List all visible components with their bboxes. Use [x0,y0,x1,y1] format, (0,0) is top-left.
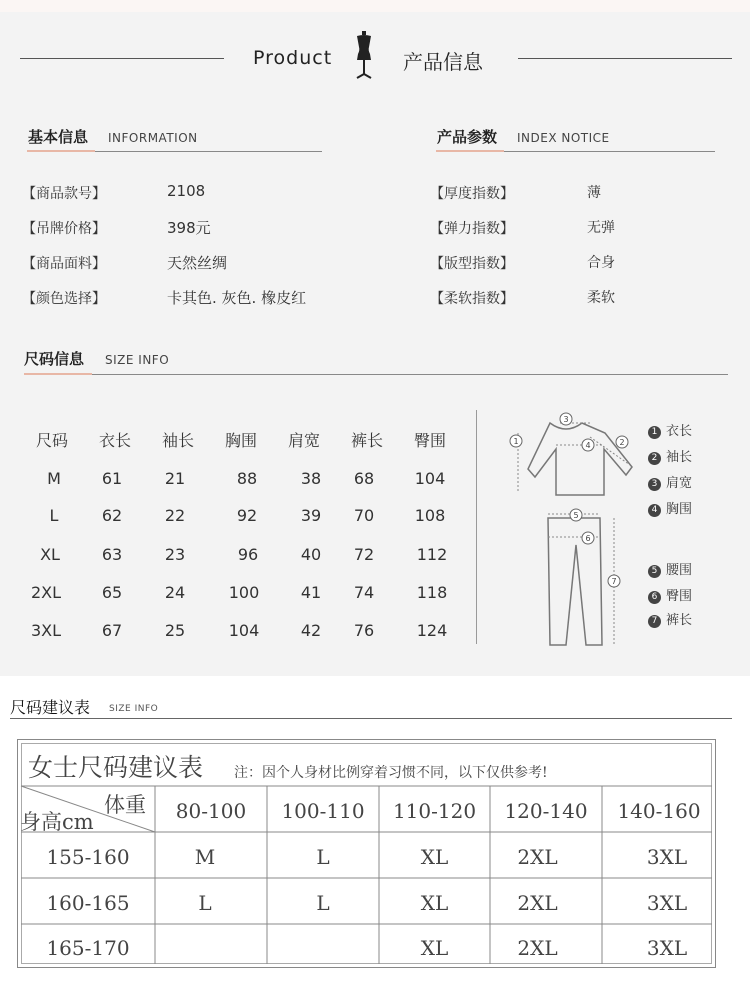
recommend-note: 注：因个人身材比例穿着习惯不同，以下仅供参考! [234,765,548,781]
diagram-mark: 3 [563,415,569,424]
size-cell: 24 [164,583,186,602]
params-sub: INDEX NOTICE [517,131,610,145]
legend-item: 7 裤长 [648,609,692,628]
params-label-0: 【厚度指数】 [430,186,514,202]
recommend-rule [10,718,732,719]
legend-item: 1 衣长 [648,420,692,439]
params-label-2: 【版型指数】 [430,256,514,272]
size-cell: 38 [300,469,322,488]
basic-label-3: 【颜色选择】 [22,291,106,307]
size-suggest-cell: 3XL [646,845,688,869]
header-title-en: Product [253,47,333,69]
size-col-header: 袖长 [161,431,194,450]
size-suggest-cell: L [198,891,212,915]
size-cell: M [47,469,61,488]
top-strip [0,0,750,12]
basic-info-accent [27,150,95,152]
size-info-accent [24,373,92,375]
size-cell: 2XL [30,583,62,602]
size-col-header: 尺码 [35,431,68,450]
basic-value-2: 天然丝绸 [167,254,228,272]
legend-item: 5 腰围 [648,559,692,578]
params-value-0: 薄 [587,185,601,201]
size-cell: 39 [300,506,322,525]
params-accent [436,150,504,152]
size-cell: 72 [353,545,375,564]
size-cell: 104 [228,621,260,640]
params-value-3: 柔软 [587,290,615,306]
size-cell: 62 [101,506,123,525]
diagram-divider [476,410,477,644]
basic-info-sub: INFORMATION [108,131,198,145]
params-title: 产品参数 [437,128,498,146]
basic-label-1: 【吊牌价格】 [22,221,106,237]
size-cell: 74 [353,583,375,602]
mannequin-icon [352,30,376,80]
size-suggest-cell: XL [420,845,449,869]
size-cell: 23 [164,545,186,564]
height-cell: 160-165 [46,891,130,915]
size-col-header: 肩宽 [287,431,320,450]
legend-item: 6 臀围 [648,585,692,604]
size-suggest-cell: XL [420,891,449,915]
diagram-mark: 6 [585,534,591,543]
diagram-mark: 2 [619,438,625,447]
size-info-sub: SIZE INFO [105,353,170,367]
diagram-mark: 4 [585,441,591,450]
size-cell: XL [40,545,60,564]
basic-value-1: 398元 [167,219,211,237]
weight-header: 110-120 [392,799,477,823]
size-cell: 61 [101,469,123,488]
size-cell: 118 [416,583,448,602]
height-cell: 155-160 [46,845,130,869]
size-cell: 42 [300,621,322,640]
size-info-rule [24,374,728,375]
corner-height-label: 身高cm [20,810,94,834]
params-label-3: 【柔软指数】 [430,291,514,307]
size-cell: 112 [416,545,448,564]
size-suggest-cell: XL [420,936,449,960]
header-title-cn: 产品信息 [403,50,483,74]
size-col-header: 衣长 [98,431,131,450]
header-rule-right [518,58,732,59]
basic-label-0: 【商品款号】 [22,186,106,202]
size-col-header: 胸围 [224,431,257,450]
size-cell: 25 [164,621,186,640]
basic-info-title: 基本信息 [28,128,89,146]
size-suggest-cell: L [316,845,330,869]
weight-header: 120-140 [504,799,588,823]
size-cell: 104 [414,469,446,488]
size-cell: 65 [101,583,123,602]
size-suggest-cell: 3XL [646,936,688,960]
size-cell: 40 [300,545,322,564]
size-col-header: 臀围 [413,431,446,450]
size-cell: 76 [353,621,375,640]
size-cell: 63 [101,545,123,564]
size-cell: 92 [236,506,258,525]
size-cell: 21 [164,469,186,488]
recommend-table-title: 女士尺码建议表 [28,753,204,782]
params-value-1: 无弹 [587,220,615,236]
legend-item: 2 袖长 [648,446,692,465]
height-cell: 165-170 [46,936,130,960]
size-suggest-cell: 3XL [646,891,688,915]
basic-value-0: 2108 [167,182,206,200]
size-cell: 68 [353,469,375,488]
size-suggest-cell: M [194,845,216,869]
diagram-mark: 5 [573,511,579,520]
size-cell: 96 [237,545,259,564]
size-info-title: 尺码信息 [24,350,85,368]
basic-value-3: 卡其色. 灰色. 橡皮红 [167,289,307,307]
legend-item: 3 肩宽 [648,472,692,491]
diagram-mark: 7 [611,577,617,586]
size-cell: 100 [228,583,260,602]
size-cell: L [49,506,59,525]
size-col-header: 裤长 [350,431,383,450]
params-label-1: 【弹力指数】 [430,221,514,237]
weight-header: 80-100 [175,799,247,823]
size-suggest-cell: 2XL [517,891,558,915]
diagram-mark: 1 [513,437,519,446]
basic-label-2: 【商品面料】 [22,256,106,272]
size-cell: 41 [300,583,322,602]
header-rule-left [20,58,224,59]
size-cell: 22 [164,506,186,525]
corner-weight-label: 体重 [104,793,146,817]
size-suggest-cell: L [316,891,330,915]
garment-diagram-icon [500,405,645,650]
size-cell: 88 [236,469,258,488]
size-cell: 108 [414,506,446,525]
size-suggest-cell: 2XL [517,936,558,960]
size-cell: 67 [101,621,123,640]
weight-header: 100-110 [281,799,365,823]
params-value-2: 合身 [587,255,615,271]
weight-header: 140-160 [617,799,701,823]
recommend-sub: SIZE INFO [109,704,159,714]
legend-item: 4 胸围 [648,498,692,517]
recommend-title: 尺码建议表 [10,698,91,717]
size-suggest-cell: 2XL [517,845,558,869]
size-cell: 124 [416,621,448,640]
size-cell: 70 [353,506,375,525]
size-cell: 3XL [30,621,62,640]
